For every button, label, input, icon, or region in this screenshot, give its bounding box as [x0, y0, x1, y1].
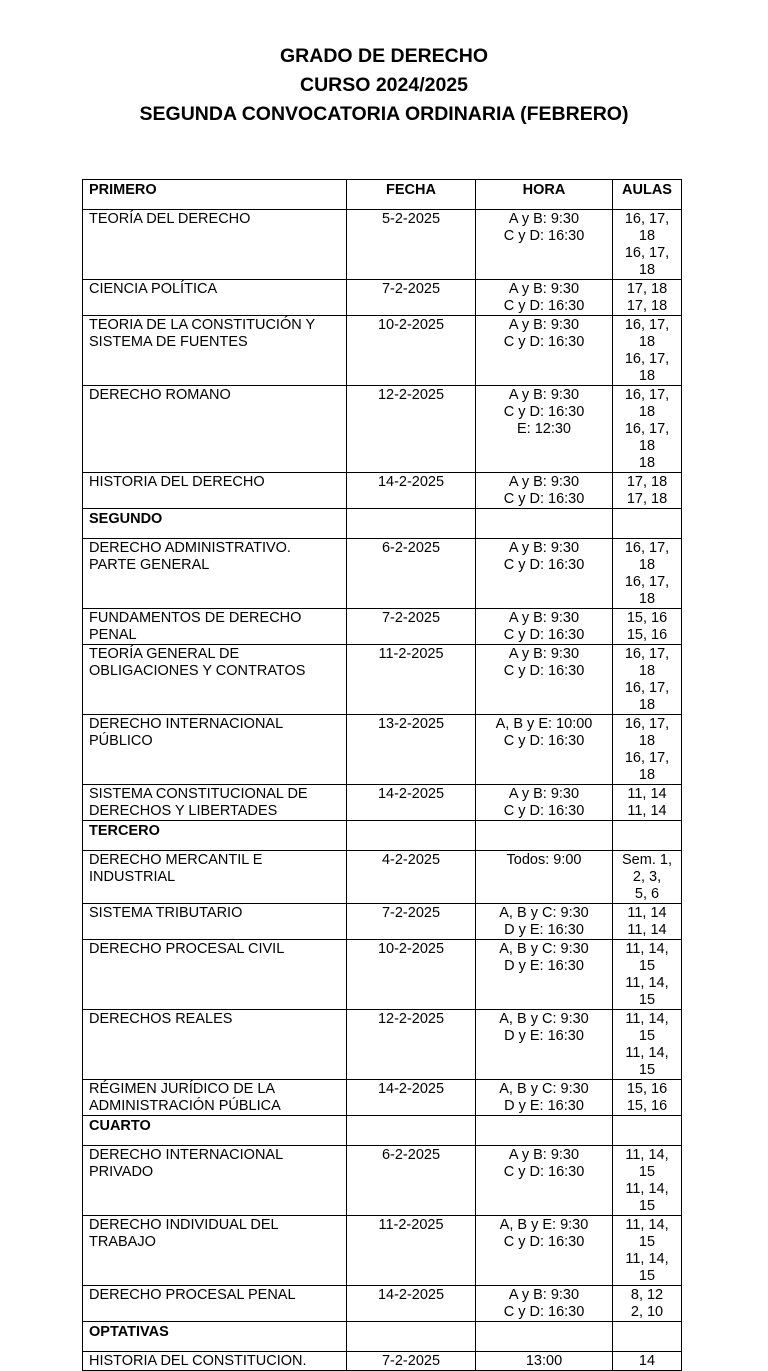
time-cell-line: A y B: 9:30: [508, 211, 580, 227]
room-cell-line: 11, 14: [627, 905, 667, 921]
date-cell: [347, 609, 476, 645]
room-cell-line: 8, 12: [630, 1287, 664, 1303]
table-row: [83, 1080, 682, 1116]
subject-cell-line: HISTORIA DEL CONSTITUCION.: [89, 1353, 307, 1369]
time-cell-line: A y B: 9:30: [508, 610, 580, 626]
room-cell-line: Sem. 1, 2, 3,: [622, 852, 672, 885]
room-cell-line: 11, 14, 15: [625, 1011, 669, 1044]
subject-cell-line: TEORÍA DEL DERECHO: [89, 211, 251, 227]
date-cell-line: 14-2-2025: [377, 1081, 445, 1097]
section-heading-tercero: TERCERO: [83, 821, 347, 851]
section-heading-cuarto: CUARTO: [83, 1116, 347, 1146]
subject-cell-line: ADMINISTRACIÓN PÚBLICA: [89, 1098, 281, 1114]
subject-cell-line: DERECHO ADMINISTRATIVO.: [89, 540, 291, 556]
time-cell: [476, 904, 613, 940]
subject-cell-line: DERECHO PROCESAL CIVIL: [89, 941, 285, 957]
time-cell-line: A, B y E: 10:00: [495, 716, 593, 732]
date-cell-line: 7-2-2025: [381, 281, 441, 297]
time-cell: [476, 1216, 613, 1286]
document-header: [0, 42, 768, 129]
time-cell-line: C y D: 16:30: [503, 404, 585, 420]
room-cell: [613, 539, 682, 609]
room-cell: [613, 280, 682, 316]
subject-cell: [83, 539, 347, 609]
time-cell-line: D y E: 16:30: [504, 1098, 584, 1114]
section-heading-segundo: SEGUNDO: [83, 509, 347, 539]
time-cell-line: C y D: 16:30: [503, 803, 585, 819]
table-row: [83, 1286, 682, 1322]
room-cell: [613, 473, 682, 509]
date-cell-line: 7-2-2025: [381, 905, 441, 921]
table-row: [83, 316, 682, 386]
table-row: [83, 715, 682, 785]
table-row: [83, 609, 682, 645]
room-cell: [613, 609, 682, 645]
time-cell-line: C y D: 16:30: [503, 733, 585, 749]
table-row: [83, 904, 682, 940]
subject-cell-line: INDUSTRIAL: [89, 869, 176, 885]
date-cell-line: 6-2-2025: [381, 540, 441, 556]
subject-cell-line: RÉGIMEN JURÍDICO DE LA: [89, 1081, 276, 1097]
time-cell-line: A y B: 9:30: [508, 317, 580, 333]
date-cell: [347, 539, 476, 609]
time-cell-line: C y D: 16:30: [503, 228, 585, 244]
subject-cell-line: HISTORIA DEL DERECHO: [89, 474, 265, 490]
room-cell-line: 11, 14, 15: [625, 1217, 669, 1250]
subject-cell: [83, 1352, 347, 1371]
date-cell: [347, 851, 476, 904]
room-cell-line: 11, 14, 15: [625, 1181, 669, 1214]
time-cell-line: C y D: 16:30: [503, 1234, 585, 1250]
subject-cell-line: CIENCIA POLÍTICA: [89, 281, 218, 297]
time-cell-line: A, B y C: 9:30: [499, 941, 589, 957]
room-cell: [613, 785, 682, 821]
subject-cell: [83, 715, 347, 785]
time-cell-line: C y D: 16:30: [503, 1304, 585, 1320]
date-cell-line: 5-2-2025: [381, 211, 441, 227]
room-cell: [613, 316, 682, 386]
subject-cell-line: DERECHOS Y LIBERTADES: [89, 803, 278, 819]
subject-cell: [83, 1080, 347, 1116]
room-cell-line: 16, 17, 18: [624, 646, 670, 679]
table-row: [83, 280, 682, 316]
room-cell: [613, 645, 682, 715]
time-cell-line: A y B: 9:30: [508, 1287, 580, 1303]
time-cell: [476, 1080, 613, 1116]
time-cell-line: C y D: 16:30: [503, 298, 585, 314]
room-cell: [613, 1216, 682, 1286]
subject-cell-line: DERECHO INDIVIDUAL DEL: [89, 1217, 279, 1233]
subject-cell-line: DERECHO INTERNACIONAL: [89, 716, 284, 732]
room-cell-line: 17, 18: [626, 281, 668, 297]
time-cell: [476, 539, 613, 609]
date-cell-line: 7-2-2025: [381, 610, 441, 626]
table-row: [83, 539, 682, 609]
table-row: [83, 1146, 682, 1216]
degree-title: GRADO DE DERECHO: [279, 45, 489, 67]
time-cell: [476, 210, 613, 280]
time-cell-line: Todos: 9:00: [506, 852, 582, 868]
subject-cell-line: FUNDAMENTOS DE DERECHO: [89, 610, 302, 626]
date-cell: [347, 904, 476, 940]
room-cell-line: 11, 14: [627, 803, 667, 819]
section-heading-primero: PRIMERO: [83, 180, 347, 210]
date-cell: [347, 645, 476, 715]
room-cell-line: 5, 6: [634, 886, 660, 902]
subject-cell: [83, 1216, 347, 1286]
room-cell-line: 16, 17, 18: [624, 245, 670, 278]
room-cell: [613, 1010, 682, 1080]
exam-schedule-table: [82, 179, 682, 1371]
room-cell-line: 16, 17, 18: [624, 750, 670, 783]
subject-cell: [83, 904, 347, 940]
column-header-hora: HORA: [476, 180, 613, 210]
subject-cell: [83, 473, 347, 509]
table-row: [83, 1352, 682, 1371]
date-cell-line: 14-2-2025: [377, 1287, 445, 1303]
room-cell: [613, 1146, 682, 1216]
date-cell: [347, 715, 476, 785]
subject-cell-line: TRABAJO: [89, 1234, 156, 1250]
table-row: [83, 645, 682, 715]
date-cell-line: 11-2-2025: [378, 1217, 444, 1233]
room-cell-line: 16, 17, 18: [624, 421, 670, 454]
room-cell-line: 14: [638, 1353, 656, 1369]
exam-session-title: SEGUNDA CONVOCATORIA ORDINARIA (FEBRERO): [139, 103, 629, 125]
time-cell: [476, 851, 613, 904]
date-cell-line: 4-2-2025: [381, 852, 441, 868]
date-cell-line: 12-2-2025: [377, 1011, 445, 1027]
subject-cell-line: SISTEMA DE FUENTES: [89, 334, 248, 350]
room-cell-line: 16, 17, 18: [624, 680, 670, 713]
room-cell-line: 17, 18: [626, 474, 668, 490]
section-row-tercero: [83, 821, 682, 851]
room-cell-line: 15, 16: [626, 1081, 668, 1097]
time-cell-line: C y D: 16:30: [503, 1164, 585, 1180]
room-cell-line: 18: [638, 455, 656, 471]
time-cell-line: C y D: 16:30: [503, 491, 585, 507]
date-cell-line: 12-2-2025: [377, 387, 445, 403]
table-row: [83, 851, 682, 904]
room-cell-line: 11, 14, 15: [625, 1251, 669, 1284]
section-row-segundo: [83, 509, 682, 539]
subject-cell-line: DERECHO INTERNACIONAL: [89, 1147, 284, 1163]
date-cell-line: 14-2-2025: [377, 474, 445, 490]
subject-cell-line: PARTE GENERAL: [89, 557, 210, 573]
date-cell: [347, 280, 476, 316]
room-cell-line: 11, 14, 15: [625, 941, 669, 974]
room-cell: [613, 386, 682, 473]
time-cell: [476, 609, 613, 645]
time-cell-line: A y B: 9:30: [508, 540, 580, 556]
room-cell: [613, 904, 682, 940]
time-cell-line: A y B: 9:30: [508, 786, 580, 802]
section-row-optativas: [83, 1322, 682, 1352]
subject-cell: [83, 280, 347, 316]
table-row: [83, 940, 682, 1010]
time-cell-line: A y B: 9:30: [508, 387, 580, 403]
room-cell-line: 17, 18: [626, 298, 668, 314]
date-cell: [347, 1286, 476, 1322]
time-cell: [476, 1010, 613, 1080]
room-cell: [613, 940, 682, 1010]
date-cell: [347, 785, 476, 821]
room-cell-line: 17, 18: [626, 491, 668, 507]
column-header-aulas: AULAS: [613, 180, 682, 210]
date-cell-line: 10-2-2025: [377, 317, 445, 333]
date-cell-line: 10-2-2025: [377, 941, 445, 957]
table-row: [83, 1216, 682, 1286]
time-cell-line: C y D: 16:30: [503, 334, 585, 350]
room-cell: [613, 1286, 682, 1322]
room-cell-line: 16, 17, 18: [624, 540, 670, 573]
table-row: [83, 1010, 682, 1080]
time-cell-line: 13:00: [525, 1353, 563, 1369]
date-cell: [347, 316, 476, 386]
room-cell-line: 11, 14, 15: [625, 975, 669, 1008]
date-cell: [347, 210, 476, 280]
room-cell: [613, 210, 682, 280]
subject-cell-line: SISTEMA TRIBUTARIO: [89, 905, 243, 921]
section-heading-optativas: OPTATIVAS: [83, 1322, 347, 1352]
subject-cell: [83, 645, 347, 715]
time-cell-line: A y B: 9:30: [508, 474, 580, 490]
subject-cell: [83, 1146, 347, 1216]
subject-cell-line: TEORIA DE LA CONSTITUCIÓN Y: [89, 317, 316, 333]
table-header-row: [83, 180, 682, 210]
room-cell-line: 11, 14: [627, 922, 667, 938]
date-cell: [347, 1080, 476, 1116]
table-row: [83, 210, 682, 280]
room-cell-line: 2, 10: [630, 1304, 664, 1320]
date-cell: [347, 1216, 476, 1286]
time-cell-line: A y B: 9:30: [508, 1147, 580, 1163]
date-cell: [347, 1352, 476, 1371]
room-cell-line: 11, 14, 15: [625, 1045, 669, 1078]
column-header-fecha: FECHA: [347, 180, 476, 210]
room-cell: [613, 715, 682, 785]
time-cell: [476, 715, 613, 785]
time-cell-line: D y E: 16:30: [504, 958, 584, 974]
room-cell-line: 11, 14: [627, 786, 667, 802]
subject-cell: [83, 1010, 347, 1080]
time-cell: [476, 785, 613, 821]
time-cell-line: A, B y E: 9:30: [499, 1217, 589, 1233]
time-cell: [476, 940, 613, 1010]
time-cell-line: C y D: 16:30: [503, 663, 585, 679]
date-cell-line: 13-2-2025: [377, 716, 445, 732]
date-cell: [347, 473, 476, 509]
time-cell: [476, 473, 613, 509]
room-cell: [613, 851, 682, 904]
subject-cell-line: DERECHO PROCESAL PENAL: [89, 1287, 296, 1303]
subject-cell: [83, 940, 347, 1010]
subject-cell-line: DERECHO ROMANO: [89, 387, 231, 403]
room-cell-line: 16, 17, 18: [624, 351, 670, 384]
room-cell-line: 16, 17, 18: [624, 574, 670, 607]
time-cell: [476, 386, 613, 473]
subject-cell-line: DERECHOS REALES: [89, 1011, 233, 1027]
time-cell-line: A, B y C: 9:30: [499, 1011, 589, 1027]
time-cell: [476, 1286, 613, 1322]
time-cell-line: A, B y C: 9:30: [499, 1081, 589, 1097]
subject-cell-line: TEORÍA GENERAL DE: [89, 646, 240, 662]
time-cell-line: C y D: 16:30: [503, 557, 585, 573]
room-cell-line: 15, 16: [626, 610, 668, 626]
time-cell-line: D y E: 16:30: [504, 922, 584, 938]
time-cell: [476, 316, 613, 386]
date-cell-line: 6-2-2025: [381, 1147, 441, 1163]
subject-cell: [83, 1286, 347, 1322]
date-cell: [347, 386, 476, 473]
academic-year: CURSO 2024/2025: [299, 74, 469, 96]
room-cell-line: 15, 16: [626, 627, 668, 643]
table-row: [83, 473, 682, 509]
time-cell-line: A, B y C: 9:30: [499, 905, 589, 921]
subject-cell-line: SISTEMA CONSTITUCIONAL DE: [89, 786, 308, 802]
time-cell: [476, 1352, 613, 1371]
time-cell-line: C y D: 16:30: [503, 627, 585, 643]
room-cell-line: 16, 17, 18: [624, 716, 670, 749]
table-row: [83, 386, 682, 473]
room-cell-line: 11, 14, 15: [625, 1147, 669, 1180]
room-cell-line: 16, 17, 18: [624, 387, 670, 420]
room-cell-line: 16, 17, 18: [624, 317, 670, 350]
subject-cell: [83, 386, 347, 473]
time-cell: [476, 645, 613, 715]
room-cell: [613, 1080, 682, 1116]
time-cell-line: A y B: 9:30: [508, 646, 580, 662]
date-cell: [347, 940, 476, 1010]
subject-cell-line: PÚBLICO: [89, 733, 153, 749]
subject-cell: [83, 785, 347, 821]
room-cell-line: 16, 17, 18: [624, 211, 670, 244]
date-cell-line: 7-2-2025: [381, 1353, 441, 1369]
time-cell-line: E: 12:30: [516, 421, 571, 437]
time-cell: [476, 1146, 613, 1216]
table-row: [83, 785, 682, 821]
subject-cell: [83, 210, 347, 280]
subject-cell: [83, 609, 347, 645]
subject-cell-line: OBLIGACIONES Y CONTRATOS: [89, 663, 306, 679]
time-cell-line: A y B: 9:30: [508, 281, 580, 297]
subject-cell: [83, 851, 347, 904]
room-cell-line: 15, 16: [626, 1098, 668, 1114]
subject-cell: [83, 316, 347, 386]
date-cell-line: 14-2-2025: [377, 786, 445, 802]
date-cell: [347, 1146, 476, 1216]
date-cell: [347, 1010, 476, 1080]
subject-cell-line: PENAL: [89, 627, 137, 643]
date-cell-line: 11-2-2025: [378, 646, 444, 662]
subject-cell-line: PRIVADO: [89, 1164, 154, 1180]
subject-cell-line: DERECHO MERCANTIL E: [89, 852, 263, 868]
time-cell-line: D y E: 16:30: [504, 1028, 584, 1044]
section-row-cuarto: [83, 1116, 682, 1146]
time-cell: [476, 280, 613, 316]
room-cell: [613, 1352, 682, 1371]
